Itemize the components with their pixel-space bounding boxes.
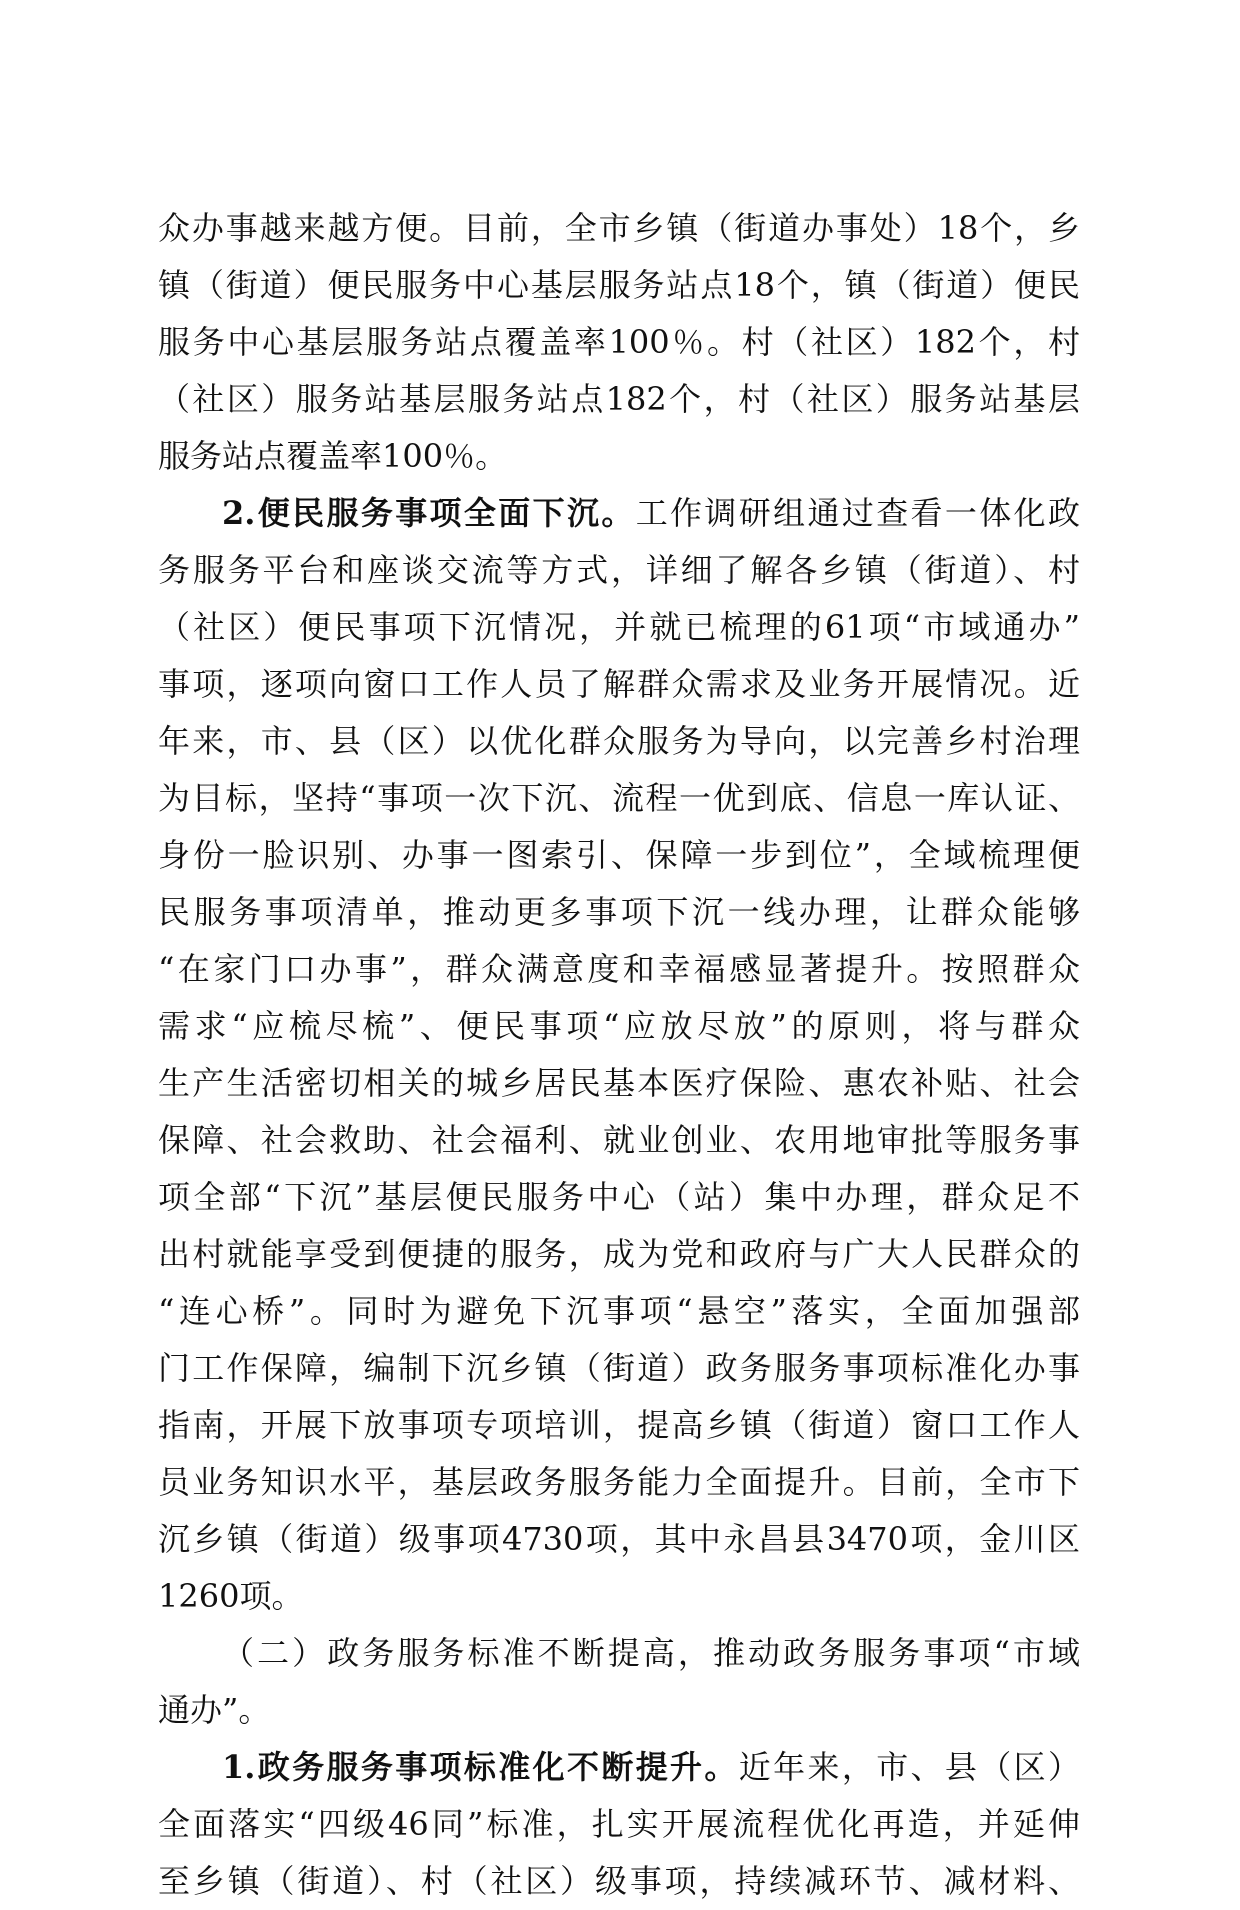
- text-line: 1260项。: [158, 1577, 304, 1615]
- text-line: 项全部“下沉”基层便民服务中心（站）集中办理，群众足不: [158, 1178, 1080, 1216]
- heading-line-text: 近年来，市、县（区）: [738, 1748, 1080, 1786]
- paragraph-service-coverage: [158, 200, 1080, 485]
- text-line: （社区）便民事项下沉情况，并就已梳理的61项“市域通办”: [158, 608, 1080, 646]
- text-line: 员业务知识水平，基层政务服务能力全面提升。目前，全市下: [158, 1463, 1080, 1501]
- text-line: [158, 1739, 1080, 1796]
- text-line: （二）政务服务标准不断提高，推动政务服务事项“市域: [222, 1634, 1080, 1672]
- paragraph-standardization: [158, 1739, 1080, 1910]
- subsection-heading: [158, 1625, 1080, 1739]
- text-line: 需求“应梳尽梳”、便民事项“应放尽放”的原则，将与群众: [158, 1007, 1080, 1045]
- text-line: 指南，开展下放事项专项培训，提高乡镇（街道）窗口工作人: [158, 1406, 1080, 1444]
- text-line: 生产生活密切相关的城乡居民基本医疗保险、惠农补贴、社会: [158, 1064, 1080, 1102]
- text-line: （社区）服务站基层服务站点182个，村（社区）服务站基层: [158, 380, 1080, 418]
- text-line: 全面落实“四级46同”标准，扎实开展流程优化再造，并延伸: [158, 1805, 1080, 1843]
- text-line: “连心桥”。同时为避免下沉事项“悬空”落实，全面加强部: [158, 1292, 1080, 1330]
- text-line: 民服务事项清单，推动更多事项下沉一线办理，让群众能够: [158, 893, 1080, 931]
- document-page: [158, 200, 1080, 1910]
- text-line: 门工作保障，编制下沉乡镇（街道）政务服务事项标准化办事: [158, 1349, 1080, 1387]
- text-line: “在家门口办事”，群众满意度和幸福感显著提升。按照群众: [158, 950, 1080, 988]
- text-line: 服务站点覆盖率100％。: [158, 437, 508, 475]
- text-line: 镇（街道）便民服务中心基层服务站点18个，镇（街道）便民: [158, 266, 1080, 304]
- text-line: 至乡镇（街道）、村（社区）级事项，持续减环节、减材料、: [158, 1862, 1080, 1900]
- text-line: 通办”。: [158, 1691, 271, 1729]
- text-line: 身份一脸识别、办事一图索引、保障一步到位”，全域梳理便: [158, 836, 1080, 874]
- heading-line-text: 工作调研组通过查看一体化政: [635, 494, 1080, 532]
- text-line: 事项，逐项向窗口工作人员了解群众需求及业务开展情况。近: [158, 665, 1080, 703]
- paragraph-services-sinking: [158, 485, 1080, 1625]
- text-line: [158, 485, 1080, 542]
- text-line: 务服务平台和座谈交流等方式，详细了解各乡镇（街道）、村: [158, 551, 1080, 589]
- text-line: 沉乡镇（街道）级事项4730项，其中永昌县3470项，金川区: [158, 1520, 1080, 1558]
- text-line: 保障、社会救助、社会福利、就业创业、农用地审批等服务事: [158, 1121, 1080, 1159]
- section-heading: 2.便民服务事项全面下沉。: [222, 494, 636, 532]
- text-line: 服务中心基层服务站点覆盖率100％。村（社区）182个，村: [158, 323, 1080, 361]
- text-line: 年来，市、县（区）以优化群众服务为导向，以完善乡村治理: [158, 722, 1080, 760]
- text-line: 出村就能享受到便捷的服务，成为党和政府与广大人民群众的: [158, 1235, 1080, 1273]
- text-line: 为目标，坚持“事项一次下沉、流程一优到底、信息一库认证、: [158, 779, 1080, 817]
- text-line: 众办事越来越方便。目前，全市乡镇（街道办事处）18个，乡: [158, 209, 1080, 247]
- section-heading: 1.政务服务事项标准化不断提升。: [222, 1748, 739, 1786]
